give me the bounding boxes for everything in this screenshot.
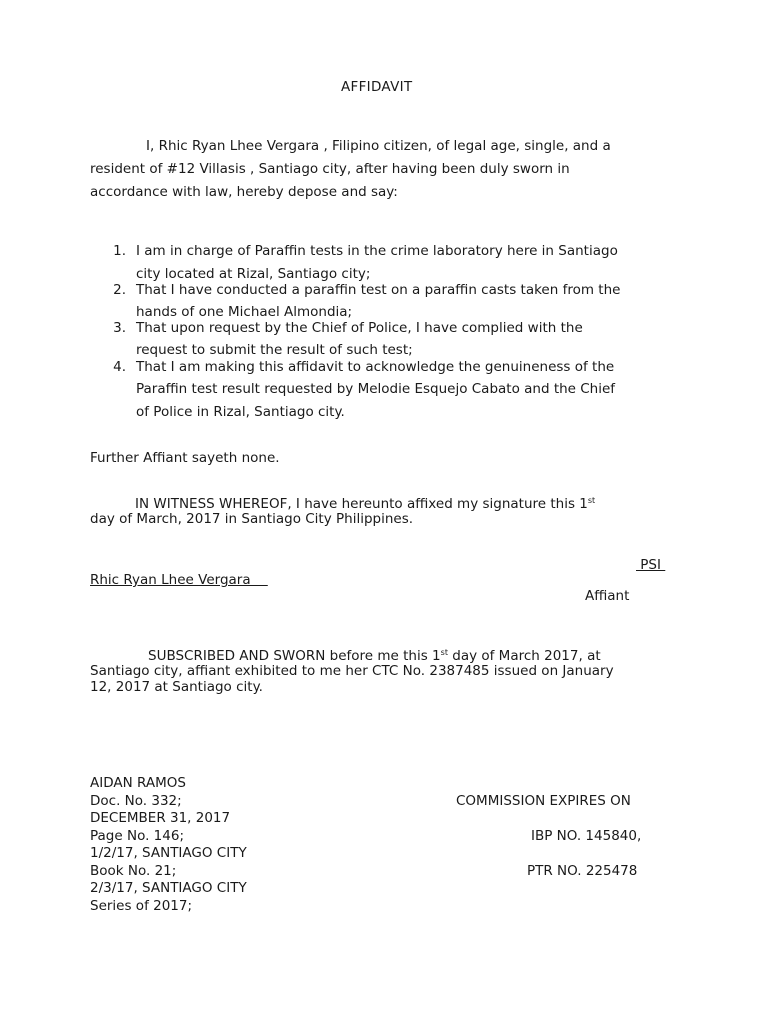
list-item-line: Paraffin test result requested by Melodie Esquejo Cabato and the Chief bbox=[136, 381, 616, 397]
intro-line-1: I, Rhic Ryan Lhee Vergara , Filipino citizen, of legal age, single, and a bbox=[146, 138, 611, 154]
subscribed-text: SUBSCRIBED AND SWORN before me this 1 bbox=[148, 648, 441, 664]
commission-date: DECEMBER 31, 2017 bbox=[90, 810, 231, 826]
list-item-line: request to submit the result of such test; bbox=[136, 342, 413, 358]
list-item-line: That I am making this affidavit to acknowledge the genuineness of the bbox=[136, 359, 615, 375]
affiant-name: Rhic Ryan Lhee Vergara bbox=[90, 572, 268, 588]
ibp-date: 1/2/17, SANTIAGO CITY bbox=[90, 845, 247, 861]
ptr-date: 2/3/17, SANTIAGO CITY bbox=[90, 880, 247, 896]
intro-line-3: accordance with law, hereby depose and say: bbox=[90, 184, 398, 200]
document-title: AFFIDAVIT bbox=[341, 79, 413, 95]
witness-line-2: day of March, 2017 in Santiago City Philippines. bbox=[90, 511, 414, 527]
page-number: Page No. 146; bbox=[90, 828, 184, 844]
series: Series of 2017; bbox=[90, 898, 193, 914]
list-number: 2. bbox=[113, 282, 126, 298]
book-number: Book No. 21; bbox=[90, 863, 177, 879]
ptr-number: PTR NO. 225478 bbox=[527, 863, 638, 879]
list-item-line: That upon request by the Chief of Police, I have complied with the bbox=[136, 320, 583, 336]
notary-name: AIDAN RAMOS bbox=[90, 775, 186, 791]
list-item-line: of Police in Rizal, Santiago city. bbox=[136, 404, 345, 420]
subscribed-line-3: 12, 2017 at Santiago city. bbox=[90, 679, 263, 695]
subscribed-text: day of March 2017, at bbox=[447, 648, 601, 664]
witness-line-1 bbox=[135, 496, 595, 512]
ordinal-suffix: st bbox=[440, 648, 448, 657]
psi-rank: PSI bbox=[636, 557, 666, 573]
list-number: 3. bbox=[113, 320, 126, 336]
ibp-number: IBP NO. 145840, bbox=[531, 828, 642, 844]
list-item-line: city located at Rizal, Santiago city; bbox=[136, 266, 371, 282]
further-statement: Further Affiant sayeth none. bbox=[90, 450, 280, 466]
subscribed-line-1 bbox=[148, 648, 601, 664]
witness-text: IN WITNESS WHEREOF, I have hereunto affixed my signature this 1 bbox=[135, 496, 588, 512]
list-item-line: I am in charge of Paraffin tests in the crime laboratory here in Santiago bbox=[136, 243, 618, 259]
intro-line-2: resident of #12 Villasis , Santiago city, after having been duly sworn in bbox=[90, 161, 570, 177]
ordinal-suffix: st bbox=[587, 496, 596, 505]
affiant-label: Affiant bbox=[585, 588, 630, 604]
list-item-line: hands of one Michael Almondia; bbox=[136, 304, 353, 320]
list-number: 4. bbox=[113, 359, 126, 375]
commission-label: COMMISSION EXPIRES ON bbox=[456, 793, 631, 809]
list-number: 1. bbox=[113, 243, 126, 259]
list-item-line: That I have conducted a paraffin test on a paraffin casts taken from the bbox=[136, 282, 621, 298]
subscribed-line-2: Santiago city, affiant exhibited to me her CTC No. 2387485 issued on January bbox=[90, 663, 614, 679]
doc-number: Doc. No. 332; bbox=[90, 793, 182, 809]
